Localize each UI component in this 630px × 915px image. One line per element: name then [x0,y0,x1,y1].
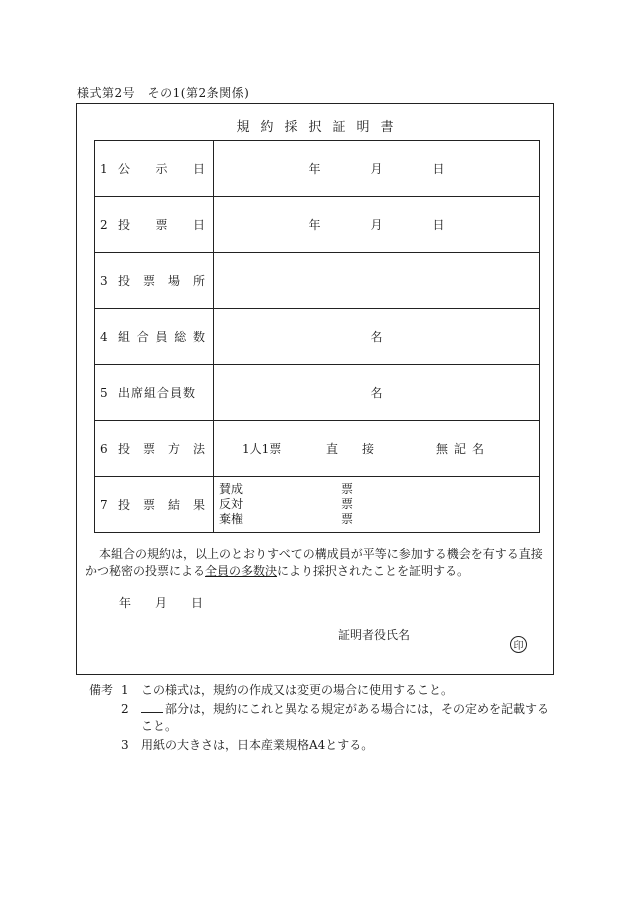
form-number: 様式第2号 その1(第2条関係) [77,86,250,100]
row-label-char: 投 [118,498,131,512]
row-label-char: 日 [192,218,205,232]
table-row [95,253,540,309]
remarks [89,682,554,756]
remarks-heading: 備考 [89,683,114,697]
certificate-frame [76,103,554,675]
statement-text: 本組合の規約は，以上のとおりすべての構成員が平等に参加する機会を有する直接かつ秘密の投票による [85,547,543,578]
row-label-char: 果 [192,498,205,512]
row-label-char: 場 [167,274,180,288]
row-label-cell [95,477,214,533]
result-label: 棄権 [219,512,244,526]
row-label-char: 投 [118,218,131,232]
note-number: 1 [121,683,129,697]
note-item [89,701,554,735]
certification-date[interactable] [119,594,203,611]
row-number: 1 [100,161,108,176]
vote-unit: 票 [341,482,354,496]
voting-place-field[interactable] [214,253,540,309]
table-row [95,477,540,533]
announcement-date-field[interactable] [214,141,540,197]
row-number: 2 [100,217,108,232]
row-label-char: 日 [192,162,205,176]
row-number: 6 [100,441,108,456]
note-number: 3 [121,738,129,752]
note-item [89,682,554,699]
row-label-char: 法 [192,442,205,456]
row-label-char: 票 [142,442,155,456]
note-number: 2 [121,702,129,716]
table-row [95,365,540,421]
seal-icon: 印 [510,636,527,653]
underlined-phrase: 全員の多数決 [205,564,278,578]
row-label-char: 所 [192,274,205,288]
underline-blank [141,702,163,713]
table-row [95,309,540,365]
result-label: 反対 [219,497,244,511]
row-label-char: 数 [192,330,205,344]
signer-name-label: 証明者役氏名 [338,628,411,642]
attending-members-field[interactable] [214,365,540,421]
row-label-cell [95,309,214,365]
result-label: 賛成 [219,482,244,496]
row-label-char: 組 [118,330,131,344]
voting-method-field [214,421,540,477]
month-unit: 月 [370,162,383,176]
row-label-char: 票 [142,498,155,512]
day-unit: 日 [432,162,445,176]
table-row [95,197,540,253]
row-label-char: 総 [174,330,187,344]
vote-unit: 票 [341,512,354,526]
document-title: 規約採択証明書 [236,120,405,135]
voting-results-field[interactable] [214,477,540,533]
row-label-cell [95,253,214,309]
voting-date-field[interactable] [214,197,540,253]
method-direct: 直接 [326,442,399,456]
certification-statement [85,546,543,580]
row-label-char: 示 [155,162,168,176]
note-text: 部分は，規約にこれと異なる規定がある場合には，その定めを記載すること。 [141,702,550,733]
month-unit: 月 [370,218,383,232]
row-label-cell [95,141,214,197]
row-label-char: 方 [167,442,180,456]
result-line [219,512,539,527]
row-label-char: 結 [167,498,180,512]
note-text: この様式は，規約の作成又は変更の場合に使用すること。 [141,683,454,697]
year-unit: 年 [119,596,132,610]
table-row [95,421,540,477]
note-item [89,737,554,754]
total-members-field[interactable] [214,309,540,365]
month-unit: 月 [155,596,168,610]
certificate-table [94,140,540,533]
result-line [219,482,539,497]
row-number: 4 [100,329,108,344]
result-line [219,497,539,512]
row-label-char: 員 [155,330,168,344]
row-label-text: 出席組合員数 [118,386,197,400]
year-unit: 年 [308,162,321,176]
note-text: 用紙の大きさは，日本産業規格A4とする。 [141,738,374,752]
table-row [95,141,540,197]
method-secret-ballot: 無記名 [436,442,491,456]
row-label-char: 投 [118,274,131,288]
row-label-char: 公 [118,162,131,176]
row-number: 7 [100,497,108,512]
row-label-char: 票 [142,274,155,288]
count-unit: 名 [370,330,383,344]
vote-unit: 票 [341,497,354,511]
method-one-person-one-vote: 1人1票 [242,442,282,456]
row-label-cell [95,421,214,477]
row-label-char: 投 [118,442,131,456]
statement-text: により採択されたことを証明する。 [277,564,470,578]
year-unit: 年 [308,218,321,232]
row-label-char: 票 [155,218,168,232]
row-label-char: 合 [136,330,149,344]
row-label-cell [95,197,214,253]
row-number: 5 [100,385,108,400]
row-number: 3 [100,273,108,288]
day-unit: 日 [191,596,204,610]
row-label-cell [95,365,214,421]
count-unit: 名 [370,386,383,400]
day-unit: 日 [432,218,445,232]
